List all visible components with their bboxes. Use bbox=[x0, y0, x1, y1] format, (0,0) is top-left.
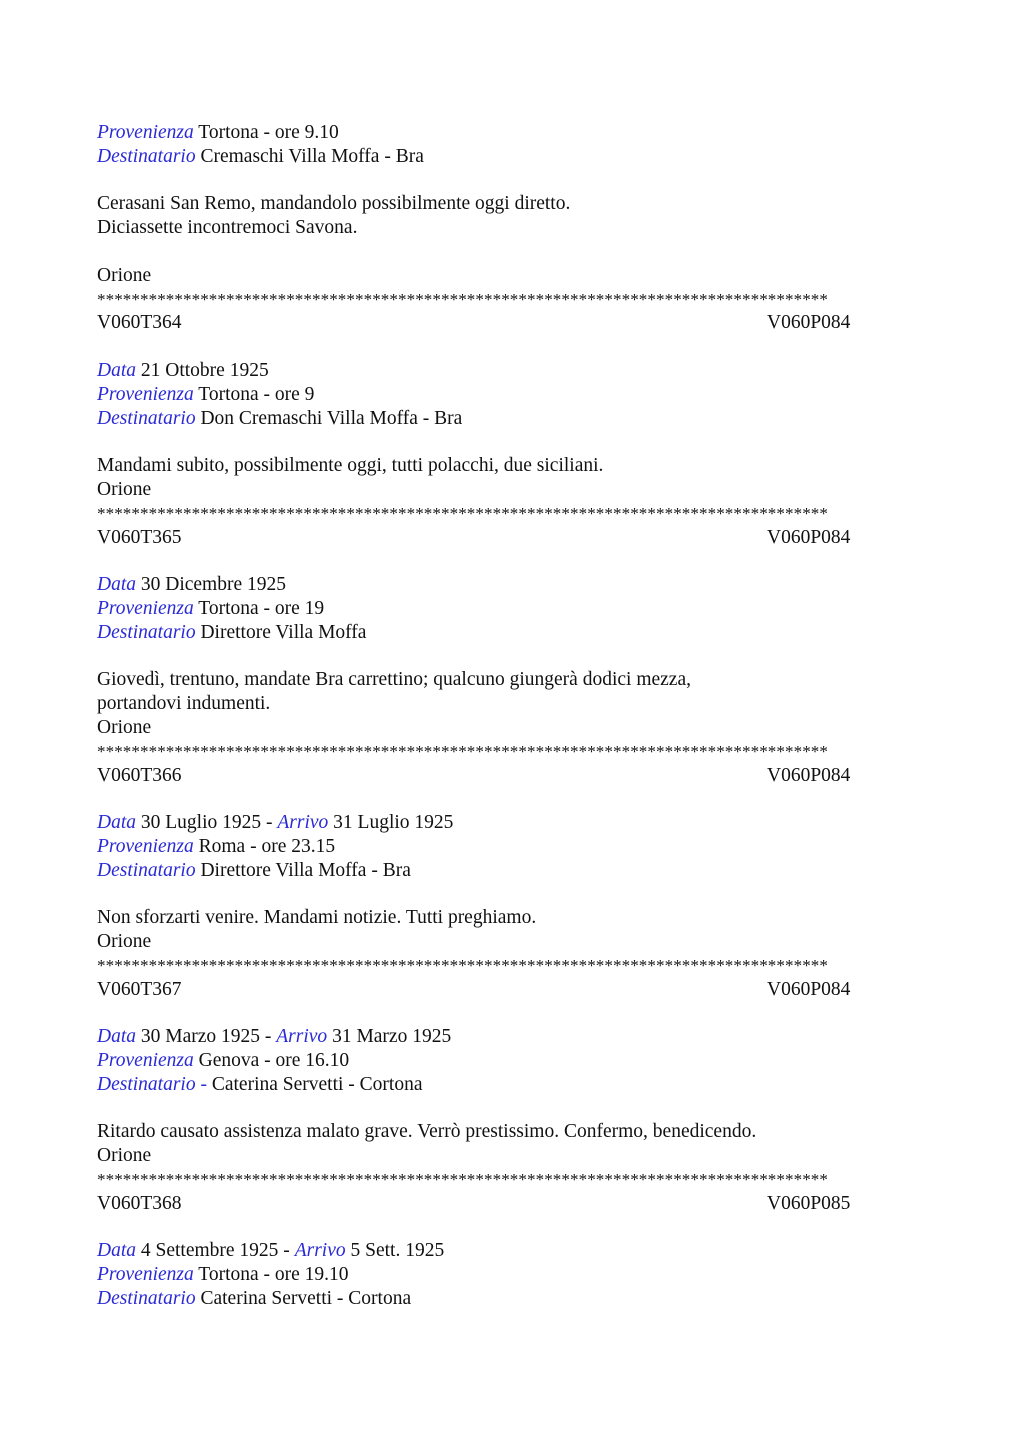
separator: ************************************************************************************* bbox=[97, 1170, 828, 1190]
destinatario-label: Destinatario bbox=[97, 145, 196, 167]
data-label: Data bbox=[97, 359, 136, 381]
provenienza-line bbox=[97, 1049, 927, 1073]
destinatario-value: Direttore Villa Moffa bbox=[200, 621, 367, 643]
destinatario-dash: - bbox=[200, 1073, 207, 1095]
arrivo-label: Arrivo bbox=[277, 812, 329, 834]
provenienza-label: Provenienza bbox=[97, 835, 194, 857]
data-line bbox=[97, 811, 927, 835]
destinatario-line bbox=[97, 1073, 927, 1097]
destinatario-value: Don Cremaschi Villa Moffa - Bra bbox=[200, 407, 463, 429]
data-label: Data bbox=[97, 1240, 136, 1262]
destinatario-label: Destinatario bbox=[97, 621, 196, 643]
data-value: 30 Marzo 1925 - bbox=[140, 1026, 272, 1048]
signature: Orione bbox=[97, 478, 152, 500]
signature: Orione bbox=[97, 931, 152, 953]
data-line bbox=[97, 573, 927, 597]
provenienza-line bbox=[97, 1263, 927, 1287]
page-code: V060P085 bbox=[767, 1192, 851, 1214]
arrivo-value: 5 Sett. 1925 bbox=[350, 1240, 445, 1262]
page-code: V060P084 bbox=[767, 764, 851, 786]
message-line: Ritardo causato assistenza malato grave. Verrò prestissimo. Confermo, benedicendo. bbox=[97, 1121, 757, 1143]
signature: Orione bbox=[97, 716, 152, 738]
destinatario-line bbox=[97, 859, 927, 883]
provenienza-value: Tortona - ore 9 bbox=[198, 383, 315, 405]
telegram-code: V060T366 bbox=[97, 764, 182, 786]
entry-codes bbox=[97, 764, 927, 788]
data-value: 4 Settembre 1925 - bbox=[140, 1240, 290, 1262]
provenienza-label: Provenienza bbox=[97, 383, 194, 405]
separator: ************************************************************************************* bbox=[97, 741, 828, 761]
provenienza-value: Roma - ore 23.15 bbox=[198, 835, 336, 857]
entry-codes bbox=[97, 1192, 927, 1216]
entry-codes bbox=[97, 978, 927, 1002]
destinatario-line bbox=[97, 407, 927, 431]
provenienza-label: Provenienza bbox=[97, 597, 194, 619]
signature: Orione bbox=[97, 264, 152, 286]
destinatario-value: Cremaschi Villa Moffa - Bra bbox=[200, 145, 424, 167]
provenienza-value: Genova - ore 16.10 bbox=[198, 1050, 350, 1072]
provenienza-label: Provenienza bbox=[97, 1264, 194, 1286]
destinatario-line bbox=[97, 621, 927, 645]
provenienza-label: Provenienza bbox=[97, 122, 194, 143]
data-line bbox=[97, 359, 927, 383]
entry-codes bbox=[97, 526, 927, 550]
data-value: 30 Dicembre 1925 bbox=[140, 574, 287, 596]
provenienza-value: Tortona - ore 19.10 bbox=[198, 1264, 349, 1286]
arrivo-value: 31 Marzo 1925 bbox=[332, 1026, 452, 1048]
destinatario-line bbox=[97, 1287, 927, 1311]
provenienza-value: Tortona - ore 9.10 bbox=[198, 122, 339, 143]
data-label: Data bbox=[97, 812, 136, 834]
data-label: Data bbox=[97, 574, 136, 596]
message-line: portandovi indumenti. bbox=[97, 693, 271, 715]
telegram-code: V060T368 bbox=[97, 1192, 182, 1214]
destinatario-line bbox=[97, 145, 927, 169]
provenienza-value: Tortona - ore 19 bbox=[198, 597, 325, 619]
page-code: V060P084 bbox=[767, 978, 851, 1000]
destinatario-label: Destinatario bbox=[97, 859, 196, 881]
page-code: V060P084 bbox=[767, 526, 851, 548]
telegram-code: V060T365 bbox=[97, 526, 182, 548]
telegram-code: V060T364 bbox=[97, 312, 182, 334]
separator: ************************************************************************************* bbox=[97, 289, 828, 309]
entry-codes bbox=[97, 311, 927, 335]
document-page bbox=[97, 121, 927, 1311]
provenienza-line bbox=[97, 835, 927, 859]
provenienza-line bbox=[97, 597, 927, 621]
data-value: 30 Luglio 1925 - bbox=[140, 812, 273, 834]
destinatario-label: Destinatario bbox=[97, 407, 196, 429]
arrivo-label: Arrivo bbox=[294, 1240, 346, 1262]
message-line: Mandami subito, possibilmente oggi, tutti polacchi, due siciliani. bbox=[97, 455, 604, 477]
arrivo-label: Arrivo bbox=[276, 1026, 328, 1048]
message-line: Giovedì, trentuno, mandate Bra carrettino; qualcuno giungerà dodici mezza, bbox=[97, 669, 691, 691]
data-value: 21 Ottobre 1925 bbox=[140, 359, 269, 381]
arrivo-value: 31 Luglio 1925 bbox=[333, 812, 454, 834]
separator: ************************************************************************************* bbox=[97, 503, 828, 523]
destinatario-value: Direttore Villa Moffa - Bra bbox=[200, 859, 411, 881]
provenienza-label: Provenienza bbox=[97, 1050, 194, 1072]
destinatario-label: Destinatario bbox=[97, 1073, 196, 1095]
separator: ************************************************************************************* bbox=[97, 955, 828, 975]
data-line bbox=[97, 1239, 927, 1263]
destinatario-value: Caterina Servetti - Cortona bbox=[211, 1073, 423, 1095]
destinatario-value: Caterina Servetti - Cortona bbox=[200, 1288, 412, 1310]
destinatario-label: Destinatario bbox=[97, 1288, 196, 1310]
page-code: V060P084 bbox=[767, 312, 851, 334]
data-label: Data bbox=[97, 1026, 136, 1048]
provenienza-line bbox=[97, 383, 927, 407]
provenienza-line bbox=[97, 121, 927, 145]
signature: Orione bbox=[97, 1145, 152, 1167]
data-line bbox=[97, 1025, 927, 1049]
message-line: Cerasani San Remo, mandandolo possibilmente oggi diretto. bbox=[97, 193, 571, 215]
telegram-code: V060T367 bbox=[97, 978, 182, 1000]
message-line: Non sforzarti venire. Mandami notizie. Tutti preghiamo. bbox=[97, 907, 537, 929]
message-line: Diciassette incontremoci Savona. bbox=[97, 217, 358, 239]
